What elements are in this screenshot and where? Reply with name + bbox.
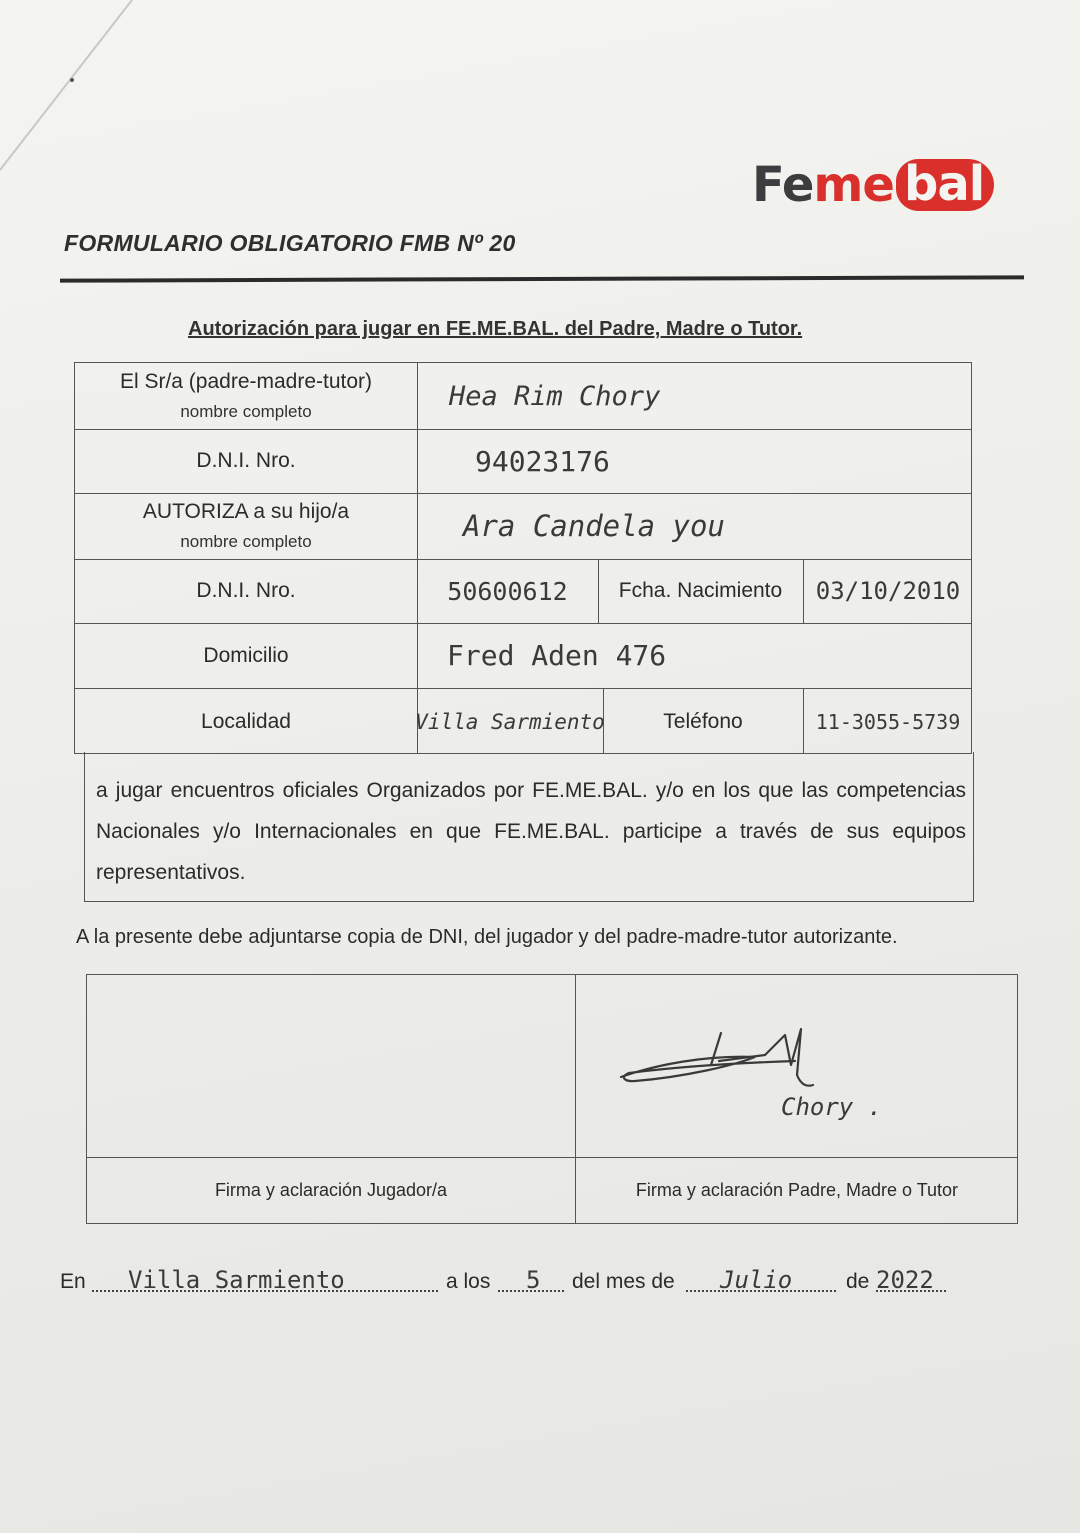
parent-name-label-cell: [75, 363, 417, 429]
phone-label: Teléfono: [663, 709, 743, 733]
parent-dni-field[interactable]: [417, 429, 973, 493]
locality-label-cell: [75, 688, 417, 755]
parent-signature-label: Firma y aclaración Padre, Madre o Tutor: [635, 1180, 959, 1200]
child-dni-label: D.N.I. Nro.: [196, 579, 296, 602]
parent-name-value: Hea Rim Chory: [449, 380, 661, 412]
locality-label: Localidad: [201, 709, 291, 733]
address-label-cell: [75, 623, 417, 688]
child-name-value: Ara Candela you: [463, 509, 725, 543]
child-dni-label-cell: [75, 559, 417, 623]
birth-date-label: Fcha. Nacimiento: [618, 579, 783, 602]
day-value[interactable]: 5: [526, 1266, 541, 1294]
authorization-text: a jugar encuentros oficiales Organizados por FE.ME.BAL. y/o en los que las competencias Nacionales y/o Internacionales en que FE.ME.BAL. participe a través de sus equipos representativos.: [96, 779, 966, 884]
birth-date-value: 03/10/2010: [815, 577, 961, 605]
phone-value: 11-3055-5739: [815, 709, 961, 734]
birth-date-label-cell: [598, 559, 803, 623]
player-signature-label: Firma y aclaración Jugador/a: [214, 1180, 448, 1200]
child-name-sublabel: nombre completo: [180, 532, 312, 551]
year-value[interactable]: 2022: [876, 1266, 934, 1294]
form-subtitle: Autorización para jugar en FE.ME.BAL. del Padre, Madre o Tutor.: [188, 318, 803, 340]
attachment-note: A la presente debe adjuntarse copia de DNI, del jugador y del padre-madre-tutor autorizante.: [76, 926, 898, 948]
parent-dni-label: D.N.I. Nro.: [196, 449, 296, 472]
parent-signature-clarification: Chory .: [781, 1093, 883, 1121]
child-name-field[interactable]: [417, 493, 973, 559]
phone-label-cell: [603, 688, 803, 755]
child-dni-field[interactable]: [417, 559, 598, 623]
locality-value: Villa Sarmiento: [415, 709, 605, 734]
month-value[interactable]: Julio: [720, 1266, 793, 1294]
paper-fold-crease: [0, 0, 150, 200]
child-name-label-cell: [75, 493, 417, 559]
address-label: Domicilio: [203, 643, 289, 667]
parent-dni-label-cell: [75, 429, 417, 493]
authorization-table: [74, 362, 972, 754]
de-label: de: [846, 1270, 870, 1293]
form-title: FORMULARIO OBLIGATORIO FMB Nº 20: [64, 230, 516, 256]
a-los-label: a los: [446, 1270, 491, 1293]
parent-signature-area[interactable]: [575, 975, 1019, 1157]
parent-dni-value: 94023176: [475, 444, 610, 478]
title-divider: [60, 275, 1024, 282]
parent-name-field[interactable]: [417, 363, 973, 429]
parent-name-label: El Sr/a (padre-madre-tutor): [119, 370, 373, 393]
place-date-line: [60, 1258, 990, 1298]
locality-field[interactable]: [417, 688, 603, 755]
mes-label: del mes de: [572, 1270, 675, 1293]
place-value[interactable]: Villa Sarmiento: [128, 1266, 345, 1294]
child-dni-value: 50600612: [447, 576, 568, 606]
player-signature-area[interactable]: [87, 975, 575, 1157]
child-name-label: AUTORIZA a su hijo/a: [142, 500, 350, 523]
en-label: En: [60, 1270, 86, 1293]
phone-field[interactable]: [803, 688, 973, 755]
signature-table: [86, 974, 1018, 1224]
address-field[interactable]: [417, 623, 973, 688]
birth-date-field[interactable]: [803, 559, 973, 623]
parent-name-sublabel: nombre completo: [180, 402, 312, 421]
parent-signature-scribble: [615, 1025, 825, 1095]
femebal-logo: Fe me bal: [752, 150, 994, 220]
address-value: Fred Aden 476: [447, 639, 667, 672]
